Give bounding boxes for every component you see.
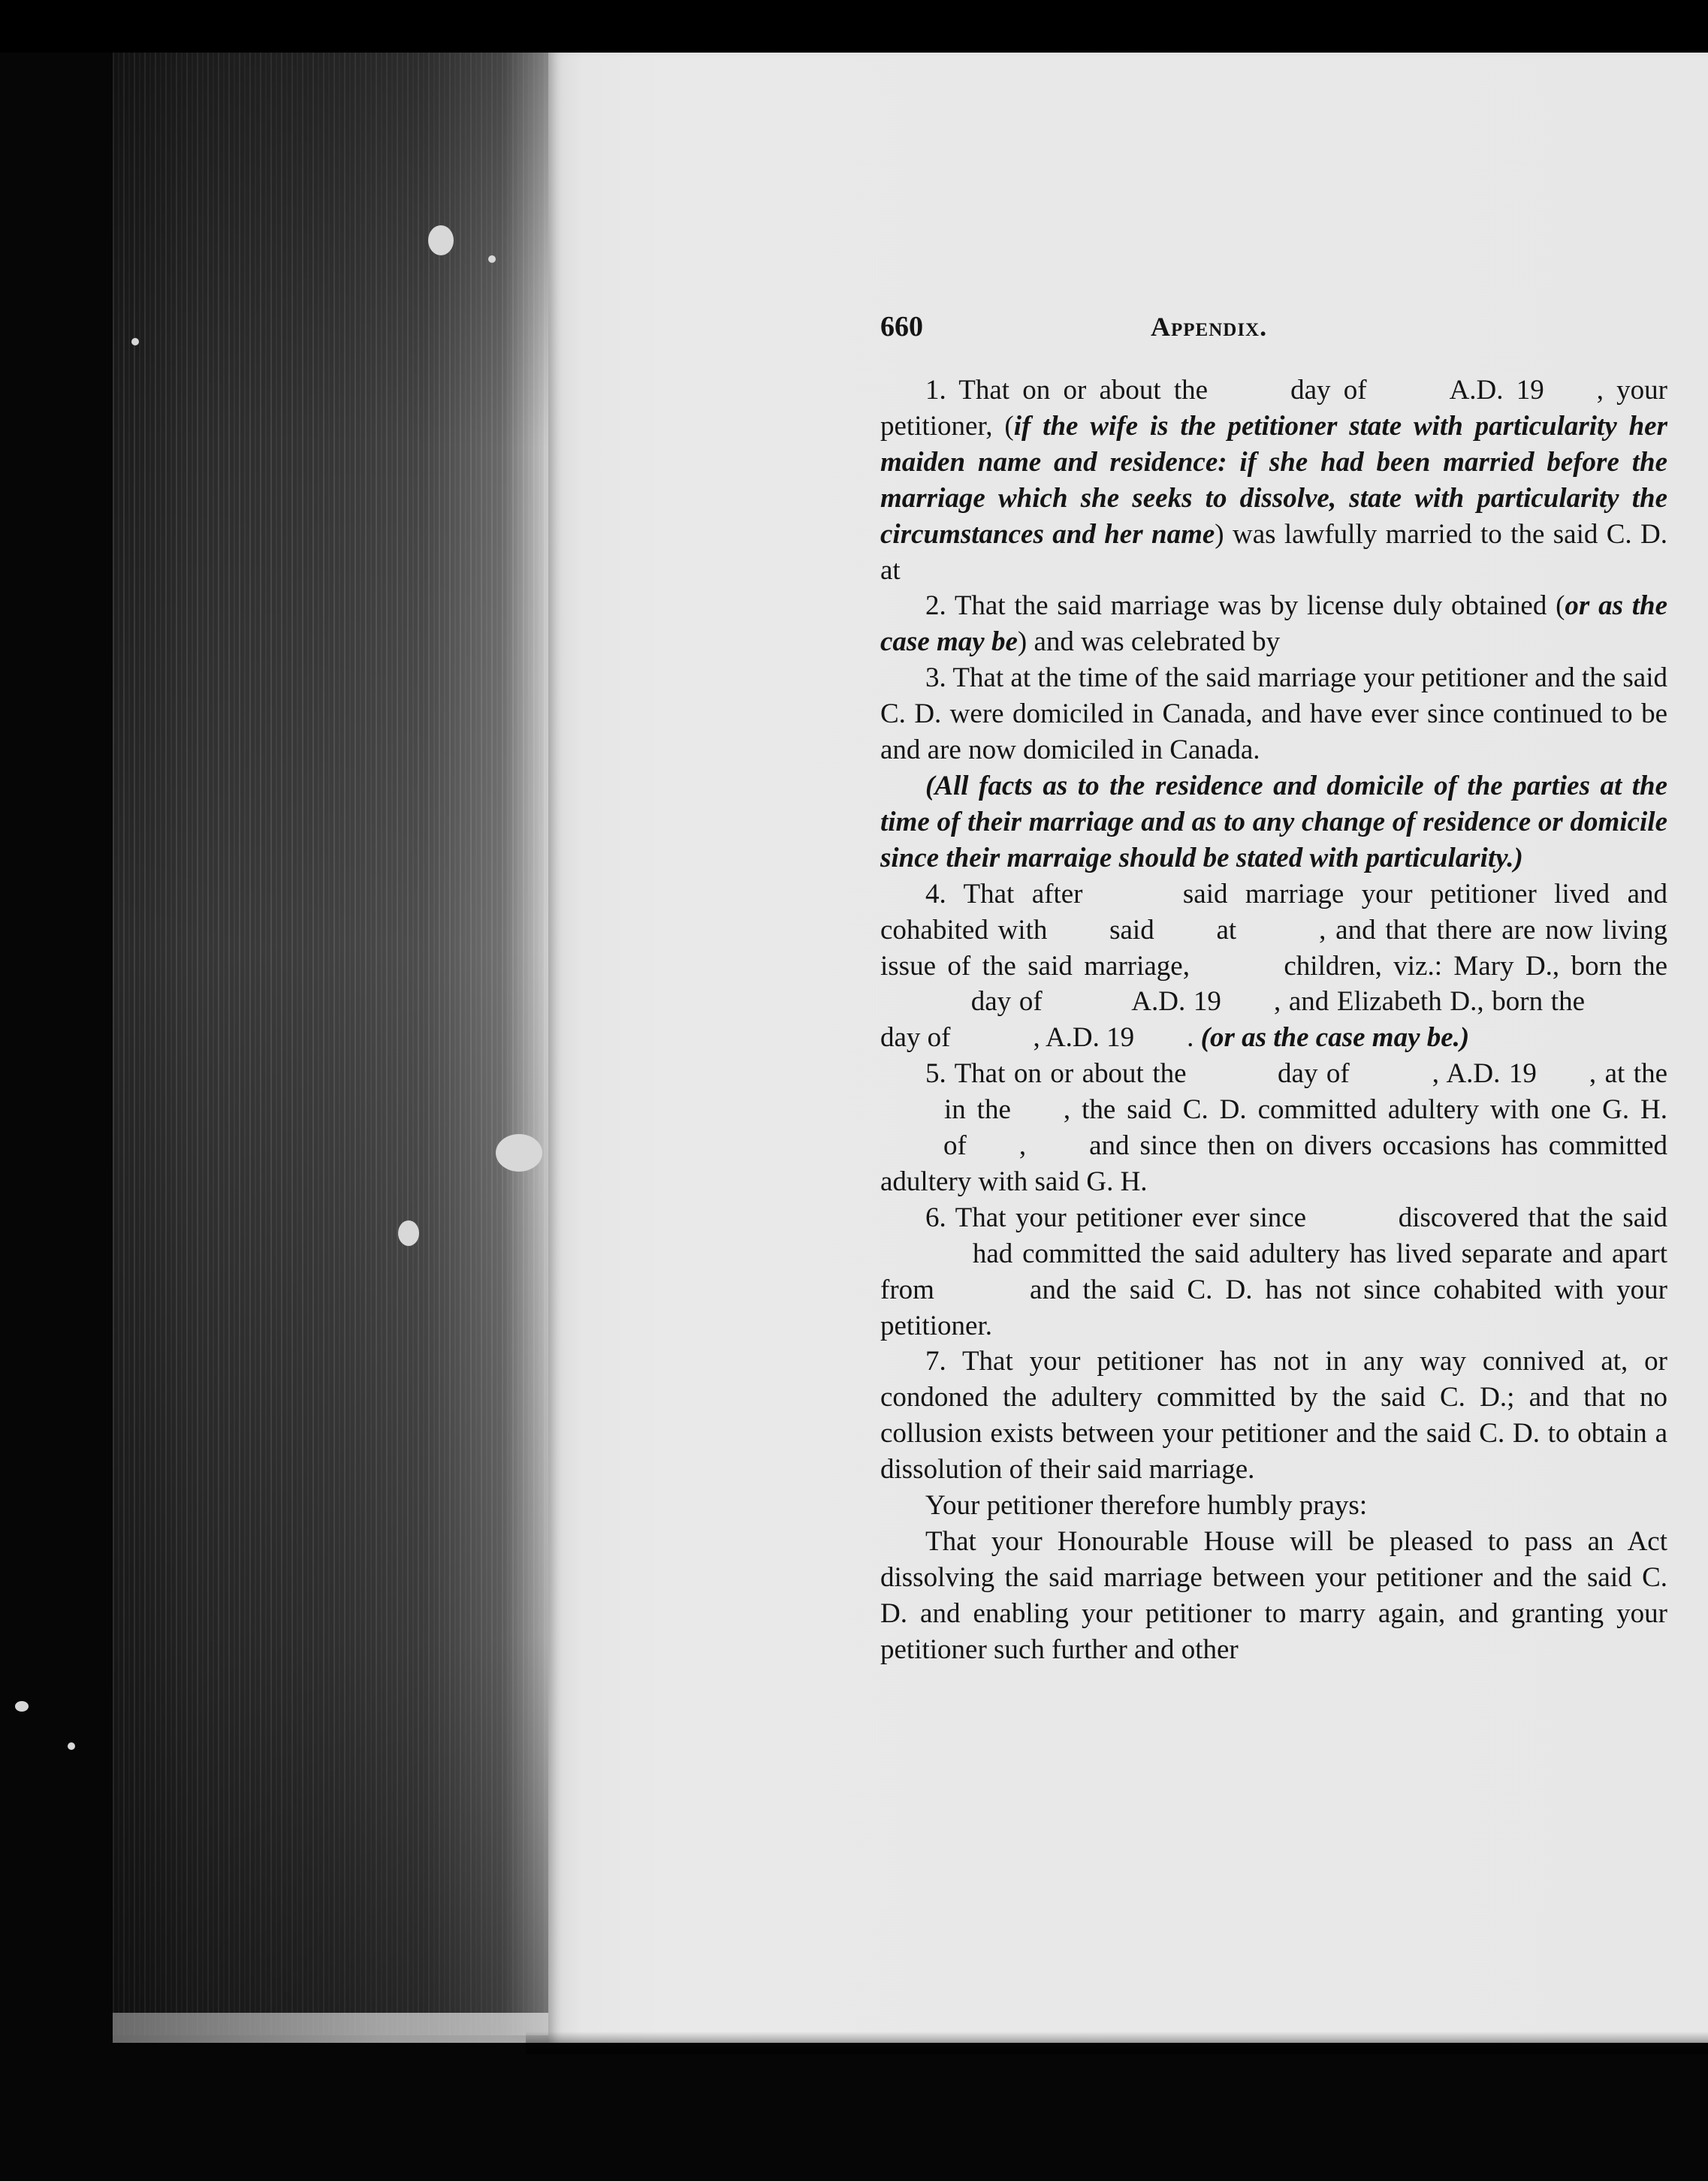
scan-border (0, 0, 1708, 53)
page-number: 660 (880, 311, 923, 342)
dust-speck (496, 1134, 542, 1172)
paragraph-1: 1. That on or about the day of A.D. 19 , your petitioner, (if the wife is the petitioner state with particularity her maiden name and residence: if she had been married before the marriage which she seeks to dissolve, state with particularity the circumstances and her name) was lawfully married to the said C. D. at (880, 375, 1667, 586)
dust-speck (428, 225, 454, 255)
dust-speck (15, 1701, 29, 1712)
page-header (880, 309, 1667, 354)
instruction-text: or as the case may be (880, 590, 1667, 658)
dust-speck (398, 1220, 419, 1246)
instruction-note: (All facts as to the residence and domicile of the parties at the time of their marriage and as to any change of residence or domicile since their marraige should be stated with particularity.) (880, 770, 1667, 873)
page-bottom-shadow (526, 2032, 1708, 2054)
paragraph-3: 3. That at the time of the said marriage your petitioner and the said C. D. were domiciled in Canada, and have ever since continued to be and are now domiciled in Canada. (880, 662, 1667, 766)
page-text (880, 309, 1667, 1668)
dust-speck (68, 1742, 75, 1750)
page-edge-bottom (113, 2013, 563, 2043)
page-edge-shading (113, 53, 556, 2035)
dust-speck (488, 255, 496, 263)
paragraph-4: 4. That after said marriage your petitioner lived and cohabited with said at , and that there are now living issue of the said marriage, children, viz.: Mary D., born the day of A.D. 19 , and Elizabeth D., born the day of , A.D. 19 . (or as the case may be.) (880, 878, 1667, 1054)
paragraph-6: 6. That your petitioner ever since discovered that the said had committed the said adultery has lived separate and apart from and the said C. D. has not since cohabited with your petitioner. (880, 1202, 1668, 1341)
paragraph-7: 7. That your petitioner has not in any way connived at, or condoned the adultery committed by the said C. D.; and that no collusion exists between your petitioner and the said C. D. to obtain a dissolution of their said marriage. (880, 1346, 1667, 1486)
running-head: Appendix. (1151, 312, 1268, 342)
paragraph-2: 2. That the said marriage was by license duly obtained (or as the case may be) and was celebrated by (880, 590, 1667, 658)
dust-speck (131, 338, 139, 345)
paragraph-5: 5. That on or about the day of , A.D. 19 , at the in the , the said C. D. committed adultery with one G. H. of , and since then on divers occasions has committed adultery with said G. H. (880, 1058, 1668, 1197)
prayer-text: That your Honourable House will be pleased to pass an Act dissolving the said marriage between your petitioner and the said C. D. and enabling your petitioner to marry again, and granting your petitioner such further and other (880, 1526, 1667, 1665)
instruction-text: if the wife is the petitioner state with particularity her maiden name and residence: if she had been married before the marriage which she seeks to dissolve, state with particularity the circumstances and her name (880, 410, 1667, 550)
prayer-intro: Your petitioner therefore humbly prays: (925, 1490, 1368, 1522)
instruction-text: (or as the case may be.) (1200, 1022, 1470, 1054)
